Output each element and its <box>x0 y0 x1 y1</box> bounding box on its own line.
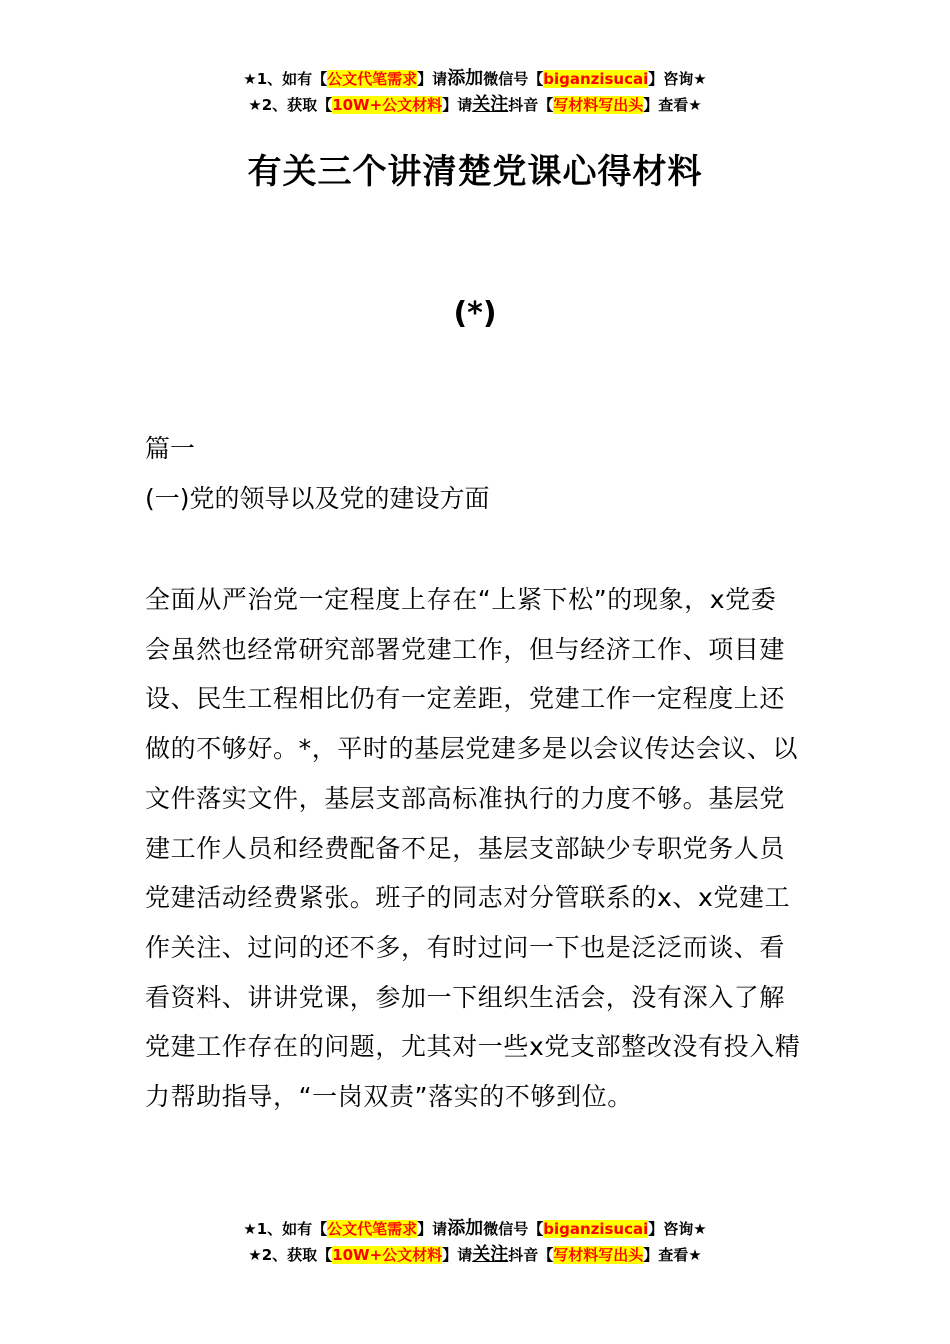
banner-text: ★1、如有【 <box>243 70 328 88</box>
paragraph-line: 设、民生工程相比仍有一定差距，党建工作一定程度上还 <box>145 684 786 714</box>
banner-text: 】咨询★ <box>648 1220 707 1238</box>
banner-wechat-id: biganzisucai <box>543 1220 649 1238</box>
paragraph-line: 作关注、过问的还不多，有时过问一下也是泛泛而谈、看 <box>145 932 786 962</box>
banner-line-1 <box>0 1216 950 1242</box>
paragraph-line: 力帮助指导，“一岗双责”落实的不够到位。 <box>145 1082 633 1112</box>
banner-wechat-id: biganzisucai <box>543 70 649 88</box>
banner-text: 】咨询★ <box>648 70 707 88</box>
banner-text: ★2、获取【 <box>248 96 333 114</box>
banner-emphasis: 关注 <box>472 1244 509 1265</box>
banner-text: 】请 <box>417 1220 448 1238</box>
banner-text: 】请 <box>442 96 473 114</box>
banner-emphasis: 添加 <box>447 1218 484 1239</box>
footer-banner <box>0 1216 950 1268</box>
paragraph-line: 看资料、讲讲党课，参加一下组织生活会，没有深入了解 <box>145 982 786 1012</box>
paragraph-line: 全面从严治党一定程度上存在“上紧下松”的现象，x党委 <box>145 585 777 614</box>
banner-text: 】请 <box>417 70 448 88</box>
banner-text: 抖音【 <box>508 96 554 114</box>
banner-emphasis: 添加 <box>447 68 484 89</box>
section-label: 篇一 <box>145 434 196 463</box>
banner-text: 】查看★ <box>643 96 702 114</box>
section-heading: (一)党的领导以及党的建设方面 <box>145 484 490 513</box>
banner-line-1 <box>0 66 950 92</box>
header-banner <box>0 66 950 118</box>
banner-text: 微信号【 <box>483 70 544 88</box>
banner-text: 】请 <box>442 1246 473 1264</box>
banner-highlight: 10W+公文材料 <box>332 1246 443 1264</box>
banner-highlight: 公文代笔需求 <box>327 70 418 88</box>
banner-highlight: 公文代笔需求 <box>327 1220 418 1238</box>
paragraph-line: 文件落实文件，基层支部高标准执行的力度不够。基层党 <box>145 783 786 813</box>
paragraph-line: 会虽然也经常研究部署党建工作，但与经济工作、项目建 <box>145 634 786 664</box>
banner-text: 抖音【 <box>508 1246 554 1264</box>
body-paragraph <box>145 575 810 1122</box>
banner-emphasis: 关注 <box>472 94 509 115</box>
banner-text: ★2、获取【 <box>248 1246 333 1264</box>
document-title: 有关三个讲清楚党课心得材料 <box>247 152 703 192</box>
banner-douyin-name: 写材料写出头 <box>553 96 644 114</box>
banner-line-2 <box>0 1242 950 1268</box>
banner-highlight: 10W+公文材料 <box>332 96 443 114</box>
paragraph-line: 做的不够好。*，平时的基层党建多是以会议传达会议、以 <box>145 734 799 764</box>
banner-line-2 <box>0 92 950 118</box>
document-subtitle: (*) <box>453 296 497 331</box>
paragraph-line: 党建活动经费紧张。班子的同志对分管联系的x、x党建工 <box>145 883 791 913</box>
paragraph-line: 党建工作存在的问题，尤其对一些x党支部整改没有投入精 <box>145 1032 801 1062</box>
paragraph-line: 建工作人员和经费配备不足，基层支部缺少专职党务人员 <box>145 833 786 863</box>
banner-text: 微信号【 <box>483 1220 544 1238</box>
banner-text: 】查看★ <box>643 1246 702 1264</box>
banner-douyin-name: 写材料写出头 <box>553 1246 644 1264</box>
banner-text: ★1、如有【 <box>243 1220 328 1238</box>
